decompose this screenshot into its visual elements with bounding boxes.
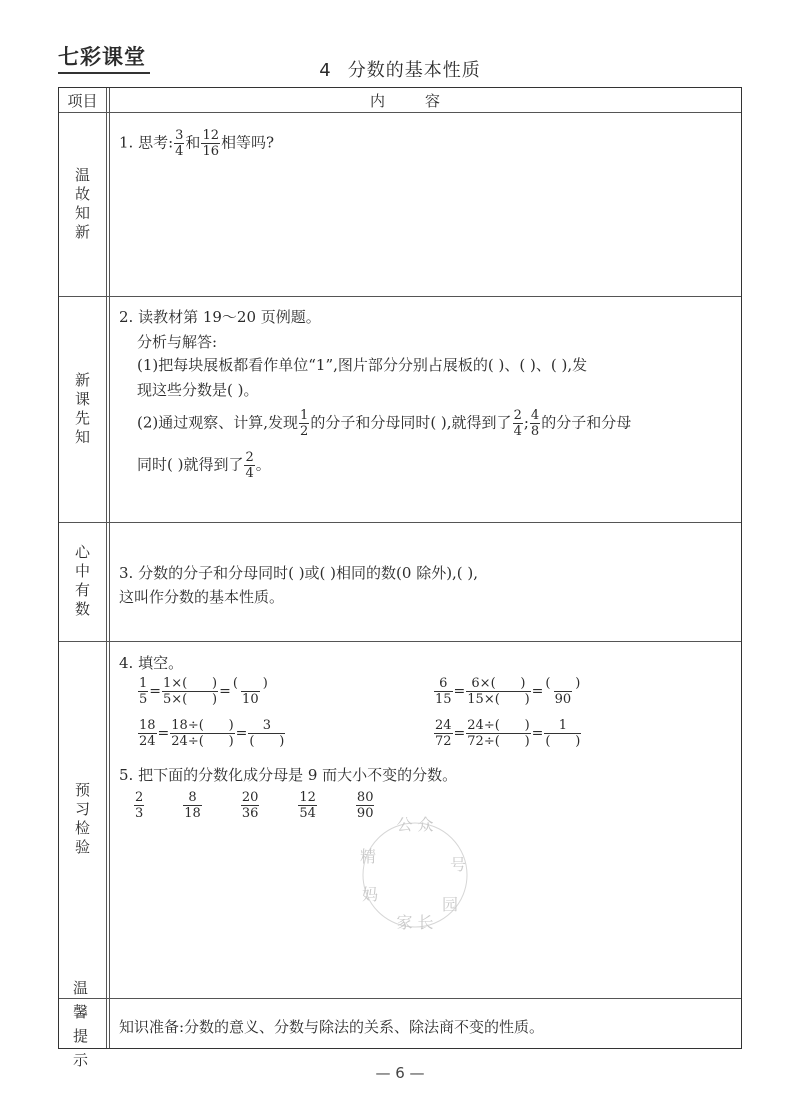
page-title — [0, 56, 800, 82]
denominator: ( ) — [249, 734, 285, 749]
equals-sign: = — [453, 725, 466, 742]
denominator: 4 — [175, 144, 184, 159]
denominator: 5 — [139, 692, 148, 707]
numerator: 3 — [175, 128, 184, 143]
svg-text:精: 精 — [359, 847, 377, 866]
fraction — [183, 790, 202, 821]
text: 同时( )就得到了 — [137, 455, 244, 474]
fraction — [544, 676, 581, 707]
numerator: 20 — [241, 790, 259, 805]
numerator: 1 — [300, 408, 309, 423]
row-divider — [59, 112, 741, 113]
question-2-part2-cont — [137, 450, 271, 481]
section-label-text: 温馨提示 — [72, 979, 92, 1069]
fraction — [248, 718, 285, 749]
fraction — [544, 718, 581, 749]
row-divider — [59, 522, 741, 523]
numerator: ( ) — [545, 676, 581, 691]
fraction — [134, 790, 144, 821]
equals-sign: = — [531, 683, 544, 700]
numerator: 80 — [356, 790, 374, 805]
denominator: 72÷( ) — [467, 734, 530, 749]
numerator: ( ) — [232, 676, 268, 691]
numerator: 12 — [299, 790, 316, 805]
denominator: 24÷( ) — [171, 734, 234, 749]
equals-sign: = — [531, 725, 544, 742]
question-2-part1-cont: 现这些分数是( )。 — [137, 381, 259, 399]
section-label-text: 预习检验 — [73, 782, 91, 858]
row-divider — [59, 998, 741, 999]
fraction — [138, 676, 148, 707]
numerator: 1 — [558, 718, 567, 733]
equation-4 — [433, 718, 582, 749]
fraction — [162, 676, 218, 707]
section-label-tips — [59, 979, 106, 1069]
question-5-title: 5. 把下面的分数化成分母是 9 而大小不变的分数。 — [119, 766, 458, 784]
question-2-part2 — [137, 408, 631, 439]
fraction — [466, 718, 530, 749]
text: 。 — [255, 455, 271, 474]
denominator: 16 — [202, 144, 219, 159]
lesson-number: 4 — [319, 60, 332, 81]
equals-sign: = — [157, 725, 170, 742]
watermark-stamp-icon — [340, 810, 490, 960]
question-2-title: 2. 读教材第 19～20 页例题。 — [119, 308, 321, 326]
fraction — [434, 676, 453, 707]
fraction — [299, 408, 309, 439]
section-label-preview — [59, 297, 106, 522]
text: 的分子和分母 — [541, 413, 632, 432]
q1-suffix: 相等吗? — [220, 133, 275, 152]
equals-sign: = — [453, 683, 466, 700]
text: ; — [523, 413, 529, 432]
denominator: 90 — [554, 692, 572, 707]
q1-prefix: 1. 思考: — [119, 133, 174, 152]
denominator: 72 — [435, 734, 452, 749]
column-divider-inner — [109, 88, 110, 1048]
fraction — [466, 676, 530, 707]
numerator: 1×( ) — [163, 676, 218, 691]
fraction — [232, 676, 269, 707]
denominator: 54 — [299, 806, 316, 821]
fraction — [298, 790, 317, 821]
header-content-cell: 内容 — [369, 92, 480, 110]
numerator: 24 — [435, 718, 452, 733]
fraction — [244, 450, 254, 481]
equation-3 — [137, 718, 286, 749]
equals-sign: = — [219, 683, 231, 700]
svg-text:园: 园 — [441, 895, 459, 914]
question-2-subtitle: 分析与解答: — [137, 333, 218, 351]
equation-1 — [137, 676, 270, 707]
fraction — [241, 790, 260, 821]
denominator: 15×( ) — [467, 692, 530, 707]
svg-text:公 众: 公 众 — [396, 815, 434, 834]
numerator: 6×( ) — [471, 676, 526, 691]
question-4-title: 4. 填空。 — [119, 654, 184, 672]
numerator: 2 — [135, 790, 144, 805]
section-label-text: 心中有数 — [73, 544, 91, 620]
fraction — [138, 718, 157, 749]
numerator: 2 — [513, 408, 522, 423]
numerator: 12 — [202, 128, 219, 143]
section-label-text: 温故知新 — [73, 166, 91, 243]
denominator: 36 — [241, 806, 259, 821]
denominator: 10 — [242, 692, 259, 707]
denominator: 24 — [139, 734, 156, 749]
svg-text:号: 号 — [449, 855, 467, 874]
tips-text: 知识准备:分数的意义、分数与除法的关系、除法商不变的性质。 — [119, 1018, 545, 1036]
denominator: 4 — [513, 424, 522, 439]
numerator: 6 — [439, 676, 448, 691]
q1-connector: 和 — [185, 133, 201, 152]
denominator: 15 — [435, 692, 452, 707]
header-item-cell: 项目 — [67, 92, 98, 110]
row-divider — [59, 296, 741, 297]
logo-text: 七彩课堂 — [58, 45, 146, 69]
denominator: 4 — [245, 466, 254, 481]
fraction — [513, 408, 523, 439]
lesson-title: 分数的基本性质 — [347, 60, 481, 81]
fraction — [170, 718, 234, 749]
svg-text:家 长: 家 长 — [396, 913, 434, 932]
numerator: 24÷( ) — [467, 718, 530, 733]
section-label-text: 新课先知 — [73, 371, 91, 448]
numerator: 4 — [530, 408, 540, 423]
question-1 — [119, 128, 274, 159]
denominator: 90 — [356, 806, 374, 821]
equation-2 — [433, 676, 582, 707]
question-3: 3. 分数的分子和分母同时( )或( )相同的数(0 除外),( ), — [119, 564, 479, 582]
denominator: 5×( ) — [163, 692, 218, 707]
section-label-review — [59, 113, 106, 296]
question-2-part1: (1)把每块展板都看作单位“1”,图片部分分别占展板的( )、( )、( ),发 — [137, 356, 588, 374]
text: 的分子和分母同时( ),就得到了 — [310, 413, 512, 432]
question-3-cont: 这叫作分数的基本性质。 — [119, 588, 285, 606]
equals-sign: = — [149, 683, 162, 700]
numerator: 2 — [245, 450, 254, 465]
text: (2)通过观察、计算,发现 — [137, 413, 299, 432]
section-label-mind — [59, 523, 106, 641]
numerator: 1 — [139, 676, 148, 691]
svg-text:妈: 妈 — [361, 885, 379, 904]
fraction — [434, 718, 453, 749]
numerator: 3 — [262, 718, 271, 733]
denominator: 8 — [530, 424, 540, 439]
denominator: ( ) — [545, 734, 581, 749]
numerator: 18 — [139, 718, 156, 733]
equals-sign: = — [235, 725, 248, 742]
denominator: 18 — [184, 806, 201, 821]
fraction — [530, 408, 540, 439]
row-divider — [59, 641, 741, 642]
fraction — [174, 128, 184, 159]
numerator: 8 — [188, 790, 197, 805]
section-label-check — [59, 642, 106, 998]
page-number: — 6 — — [375, 1064, 425, 1082]
column-divider — [106, 88, 107, 1048]
fraction — [201, 128, 220, 159]
numerator: 18÷( ) — [171, 718, 234, 733]
denominator: 2 — [300, 424, 309, 439]
denominator: 3 — [135, 806, 144, 821]
